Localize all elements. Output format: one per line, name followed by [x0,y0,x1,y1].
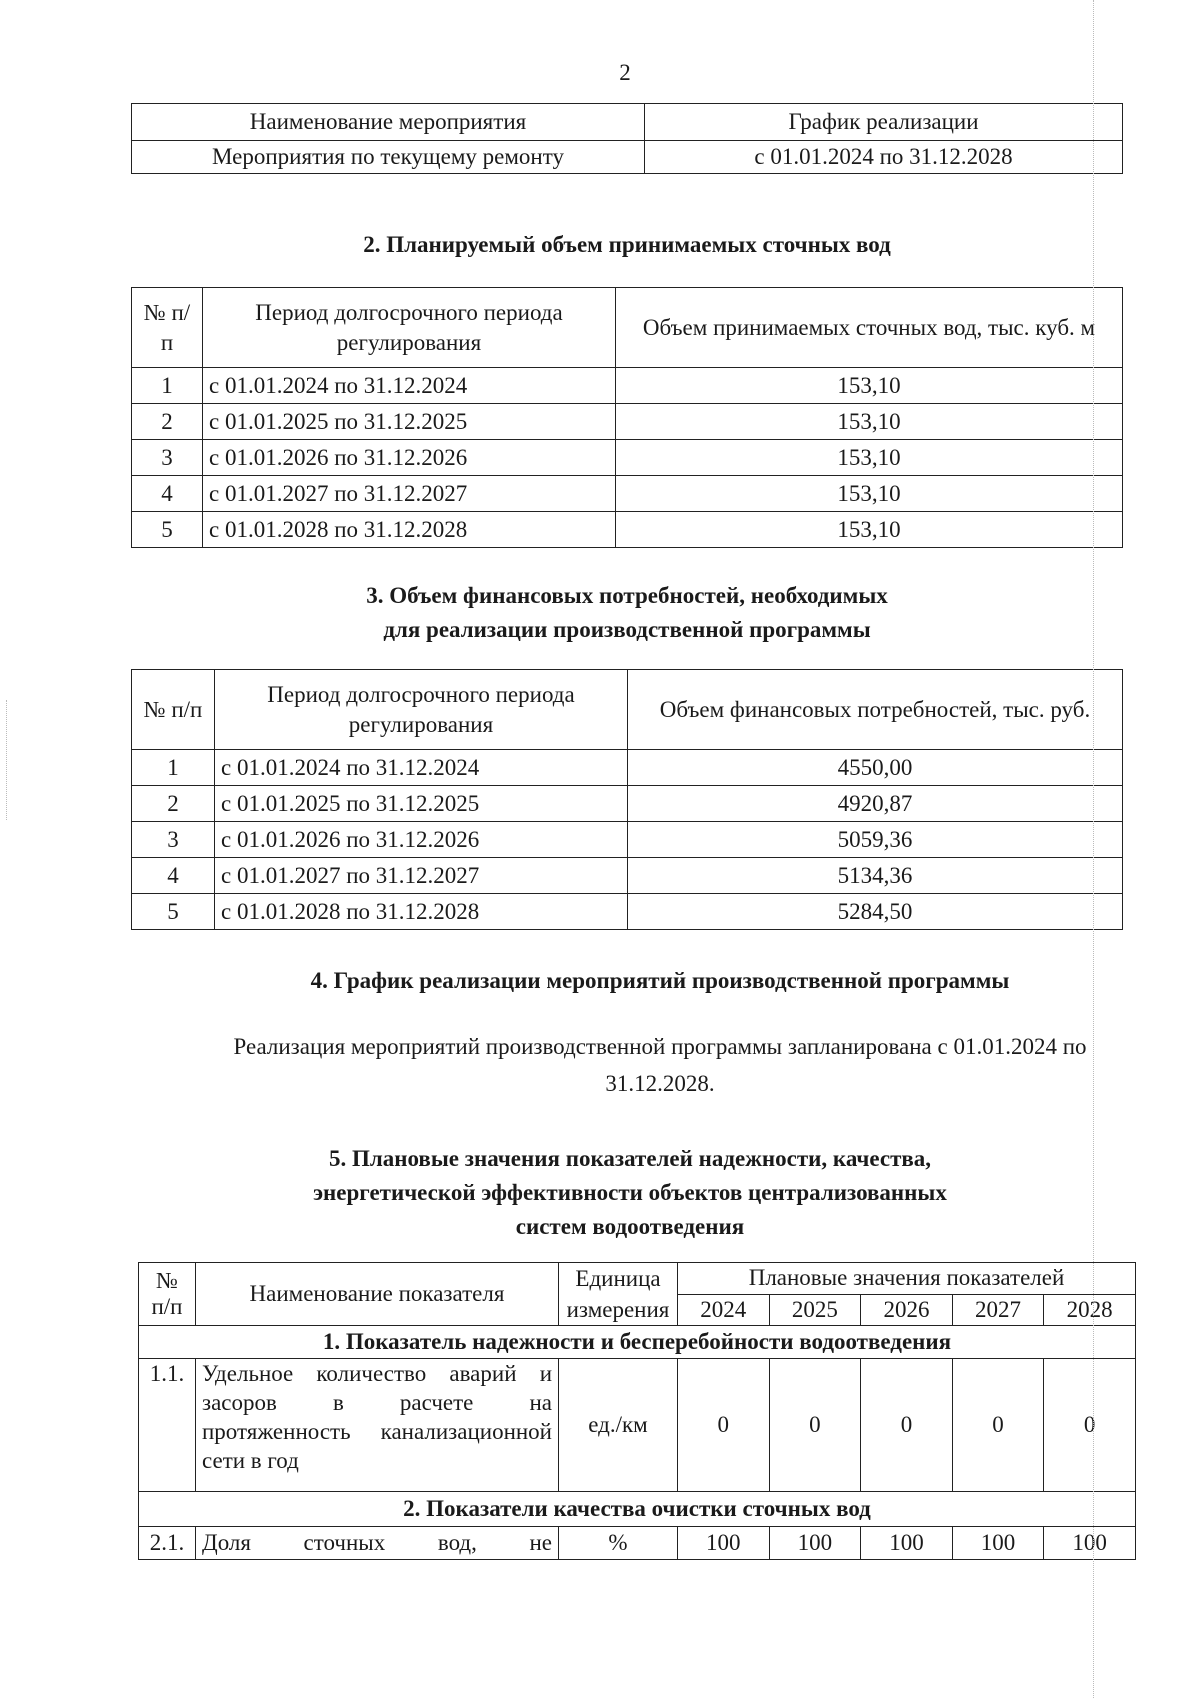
year-header: 2024 [678,1294,770,1326]
table-cell: Удельное количество аварий и засоров в расчете на протяженность канализационной сети в год [196,1359,559,1492]
table-header: График реализации [645,104,1123,141]
year-header: 2025 [769,1294,861,1326]
table-cell: 3 [132,822,215,858]
table-cell: с 01.01.2024 по 31.12.2028 [645,141,1123,174]
table-cell: с 01.01.2026 по 31.12.2026 [203,440,616,476]
table-header: № п/п [132,670,215,750]
table-cell: 0 [861,1359,953,1492]
table-header: Наименование мероприятия [132,104,645,141]
table-cell: с 01.01.2027 по 31.12.2027 [203,476,616,512]
table-cell: 0 [769,1359,861,1492]
table-cell: Мероприятия по текущему ремонту [132,141,645,174]
table-row [139,1527,1136,1560]
table-cell: 1.1. [139,1359,196,1492]
table-cell: 5 [132,894,215,930]
year-header: 2028 [1044,1294,1136,1326]
group-heading: 2. Показатели качества очистки сточных вод [139,1492,1136,1527]
table-cell: % [559,1527,678,1560]
table-cell: 1 [132,750,215,786]
table-cell: 4920,87 [628,786,1123,822]
table-cell: 0 [952,1359,1044,1492]
table-row [132,368,1123,404]
table-cell: Доля сточных вод, не [196,1527,559,1560]
table-header: Период долгосрочного периода регулирования [203,288,616,368]
table-row [132,440,1123,476]
table-cell: 4550,00 [628,750,1123,786]
table-cell: 153,10 [616,368,1123,404]
section-title-line: для реализации производственной программы [383,617,871,642]
scan-artifact [1093,0,1094,1698]
table-cell: 2.1. [139,1527,196,1560]
table-row [132,858,1123,894]
activity-schedule-table [131,103,1123,174]
table-cell: 153,10 [616,476,1123,512]
schedule-paragraph: Реализация мероприятий производственной программы запланирована с 01.01.2024 по 31.12.2028. [233,1034,1087,1096]
table-cell: 5059,36 [628,822,1123,858]
table-header: Период долгосрочного периода регулирования [215,670,628,750]
table-cell: с 01.01.2028 по 31.12.2028 [203,512,616,548]
section-title-line: энергетической эффективности объектов централизованных [313,1180,947,1205]
table-header: Единица измерения [559,1263,678,1326]
table-cell: с 01.01.2027 по 31.12.2027 [215,858,628,894]
section-title-line: 5. Плановые значения показателей надежности, качества, [328,1146,932,1171]
table-row [132,750,1123,786]
table-cell: 5 [132,512,203,548]
table-cell: 0 [678,1359,770,1492]
year-header: 2026 [861,1294,953,1326]
table-header: Плановые значения показателей [678,1263,1136,1295]
table-row [132,476,1123,512]
table-header: № п/п [132,288,203,368]
table-row [132,822,1123,858]
section-title-line: систем водоотведения [515,1214,745,1239]
table-row [132,786,1123,822]
table-row [132,512,1123,548]
table-header: № п/п [139,1263,196,1326]
section-title-line: 3. Объем финансовых потребностей, необходимых [366,583,888,608]
table-cell: 100 [1044,1527,1136,1560]
table-cell: 1 [132,368,203,404]
table-row [132,894,1123,930]
table-cell: 100 [769,1527,861,1560]
table-cell: с 01.01.2025 по 31.12.2025 [203,404,616,440]
table-cell: 153,10 [616,512,1123,548]
section-title: 2. Планируемый объем принимаемых сточных вод [363,232,891,257]
table-cell: 100 [861,1527,953,1560]
table-header: Объем финансовых потребностей, тыс. руб. [628,670,1123,750]
table-cell: 2 [132,786,215,822]
table-cell: 0 [1044,1359,1136,1492]
group-heading: 1. Показатель надежности и бесперебойности водоотведения [139,1326,1136,1359]
page-number: 2 [619,60,631,85]
year-header: 2027 [952,1294,1044,1326]
table-header: Наименование показателя [196,1263,559,1326]
section-title [131,579,1123,647]
table-cell: 153,10 [616,404,1123,440]
section-title [180,1142,1080,1244]
financial-needs-table [131,669,1123,930]
table-cell: 4 [132,858,215,894]
table-cell: 4 [132,476,203,512]
table-header: Объем принимаемых сточных вод, тыс. куб. м [616,288,1123,368]
table-cell: 5134,36 [628,858,1123,894]
table-cell: 100 [952,1527,1044,1560]
table-cell: 5284,50 [628,894,1123,930]
table-row [139,1359,1136,1492]
table-cell: с 01.01.2024 по 31.12.2024 [203,368,616,404]
indicators-table [138,1262,1136,1560]
table-cell: 100 [678,1527,770,1560]
table-cell: с 01.01.2028 по 31.12.2028 [215,894,628,930]
table-row [132,404,1123,440]
table-cell: 2 [132,404,203,440]
section-title: 4. График реализации мероприятий производственной программы [310,968,1010,993]
table-cell: с 01.01.2024 по 31.12.2024 [215,750,628,786]
table-cell: 3 [132,440,203,476]
table-cell: ед./км [559,1359,678,1492]
table-cell: 153,10 [616,440,1123,476]
table-cell: с 01.01.2025 по 31.12.2025 [215,786,628,822]
wastewater-volume-table [131,287,1123,548]
table-cell: с 01.01.2026 по 31.12.2026 [215,822,628,858]
scan-artifact [6,700,7,820]
